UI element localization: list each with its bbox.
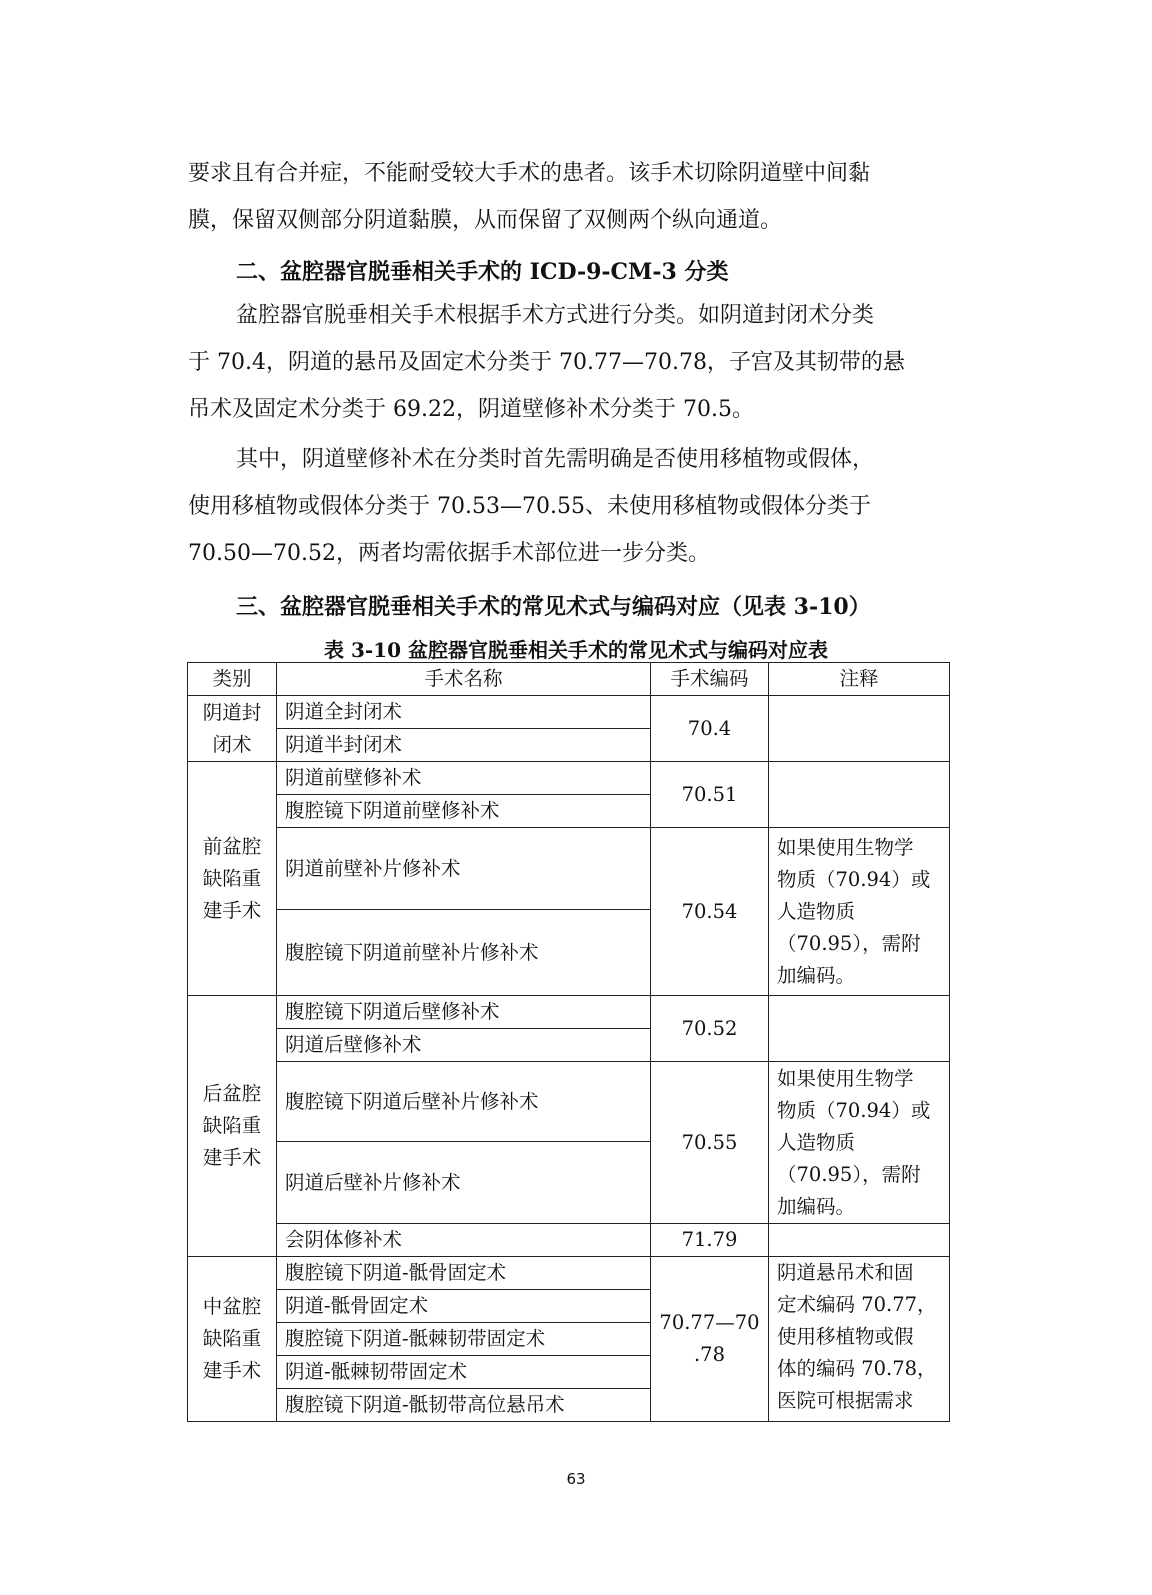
table-row [188, 996, 950, 1029]
table-header-row [188, 663, 950, 696]
procedure-name-cell: 阴道半封闭术 [277, 729, 651, 762]
text-line: 吊术及固定术分类于 69.22，阴道壁修补术分类于 70.5。 [188, 397, 754, 422]
text-line: 膜，保留双侧部分阴道黏膜，从而保留了双侧两个纵向通道。 [188, 208, 783, 233]
note-cell [769, 696, 950, 762]
procedure-code-cell: 70.55 [651, 1062, 769, 1224]
category-line: 中盆腔 [202, 1295, 262, 1318]
note-line: 医院可根据需求 [777, 1389, 914, 1412]
text-line: 70.50—70.52，两者均需依据手术部位进一步分类。 [188, 541, 710, 566]
procedure-name-cell: 阴道前壁修补术 [277, 762, 651, 795]
procedure-code-cell: 71.79 [651, 1224, 769, 1257]
note-line: 定术编码 70.77， [777, 1293, 937, 1316]
note-cell [769, 996, 950, 1062]
category-line: 缺陷重 [202, 1327, 262, 1350]
text-line: 要求且有合并症，不能耐受较大手术的患者。该手术切除阴道壁中间黏 [188, 161, 871, 186]
procedure-name-cell: 腹腔镜下阴道后壁补片修补术 [277, 1062, 651, 1142]
table-row [188, 828, 950, 910]
note-line: 体的编码 70.78， [777, 1357, 937, 1380]
note-line: 阴道悬吊术和固 [777, 1261, 914, 1284]
section2-paragraph-1 [188, 292, 958, 433]
note-line: 物质（70.94）或 [777, 1098, 931, 1122]
procedure-name-cell: 腹腔镜下阴道-骶骨固定术 [277, 1257, 651, 1290]
category-cell [188, 696, 277, 762]
note-cell [769, 762, 950, 828]
procedure-name-cell: 腹腔镜下阴道-骶棘韧带固定术 [277, 1323, 651, 1356]
procedure-code-cell: 70.52 [651, 996, 769, 1062]
table-row [188, 1062, 950, 1142]
note-line: 如果使用生物学 [777, 835, 914, 859]
procedure-name-cell: 阴道全封闭术 [277, 696, 651, 729]
procedure-name-cell: 阴道前壁补片修补术 [277, 828, 651, 910]
category-line: 闭术 [212, 732, 252, 756]
procedure-code-table [187, 662, 950, 1422]
procedure-name-cell: 腹腔镜下阴道后壁修补术 [277, 996, 651, 1029]
category-line: 缺陷重 [202, 1114, 262, 1137]
procedure-name-cell: 阴道-骶骨固定术 [277, 1290, 651, 1323]
note-line: 人造物质 [777, 899, 856, 923]
category-line: 建手术 [202, 898, 262, 922]
category-line: 建手术 [202, 1146, 262, 1169]
header-note: 注释 [769, 663, 950, 696]
text-line: 使用移植物或假体分类于 70.53—70.55、未使用移植物或假体分类于 [188, 494, 871, 519]
note-cell [769, 1062, 950, 1224]
note-line: 加编码。 [777, 963, 856, 987]
category-line: 建手术 [202, 1359, 262, 1382]
procedure-name-cell: 腹腔镜下阴道前壁补片修补术 [277, 910, 651, 996]
table-row [188, 696, 950, 729]
procedure-name-cell: 腹腔镜下阴道前壁修补术 [277, 795, 651, 828]
note-line: 加编码。 [777, 1194, 856, 1218]
category-line: 缺陷重 [202, 866, 262, 890]
note-cell [769, 1224, 950, 1257]
code-line: .78 [693, 1343, 725, 1366]
procedure-code-cell: 70.4 [651, 696, 769, 762]
procedure-code-cell: 70.54 [651, 828, 769, 996]
section2-paragraph-2 [188, 436, 958, 577]
note-line: 如果使用生物学 [777, 1066, 914, 1090]
section-heading-3: 三、盆腔器官脱垂相关手术的常见术式与编码对应（见表 3-10） [236, 594, 871, 620]
procedure-code-cell [651, 1257, 769, 1422]
category-cell [188, 1257, 277, 1422]
text-line: 于 70.4，阴道的悬吊及固定术分类于 70.77—70.78，子宫及其韧带的悬 [188, 350, 905, 375]
header-procedure-code: 手术编码 [651, 663, 769, 696]
category-line: 阴道封 [202, 700, 262, 724]
procedure-name-cell: 腹腔镜下阴道-骶韧带高位悬吊术 [277, 1389, 651, 1422]
note-line: 人造物质 [777, 1130, 856, 1154]
note-cell [769, 1257, 950, 1422]
note-line: （70.95），需附 [777, 1162, 921, 1186]
note-line: （70.95），需附 [777, 931, 921, 955]
section-heading-2: 二、盆腔器官脱垂相关手术的 ICD-9-CM-3 分类 [236, 259, 729, 285]
header-procedure-name: 手术名称 [277, 663, 651, 696]
procedure-name-cell: 阴道后壁修补术 [277, 1029, 651, 1062]
table-row [188, 1257, 950, 1290]
text-line: 其中，阴道壁修补术在分类时首先需明确是否使用移植物或假体， [236, 447, 875, 472]
procedure-name-cell: 阴道后壁补片修补术 [277, 1142, 651, 1224]
note-line: 使用移植物或假 [777, 1325, 914, 1348]
intro-paragraph [188, 150, 958, 244]
table-row [188, 762, 950, 795]
note-cell [769, 828, 950, 996]
note-line: 物质（70.94）或 [777, 867, 931, 891]
procedure-name-cell: 阴道-骶棘韧带固定术 [277, 1356, 651, 1389]
table-caption: 表 3-10 盆腔器官脱垂相关手术的常见术式与编码对应表 [324, 638, 828, 662]
table-row [188, 1224, 950, 1257]
category-line: 后盆腔 [202, 1082, 262, 1105]
category-cell [188, 762, 277, 996]
category-line: 前盆腔 [202, 834, 262, 858]
category-cell [188, 996, 277, 1257]
procedure-name-cell: 会阴体修补术 [277, 1224, 651, 1257]
header-category: 类别 [188, 663, 277, 696]
page-number: 63 [566, 1470, 586, 1488]
text-line: 盆腔器官脱垂相关手术根据手术方式进行分类。如阴道封闭术分类 [236, 303, 875, 328]
code-line: 70.77—70 [659, 1311, 760, 1334]
procedure-code-cell: 70.51 [651, 762, 769, 828]
